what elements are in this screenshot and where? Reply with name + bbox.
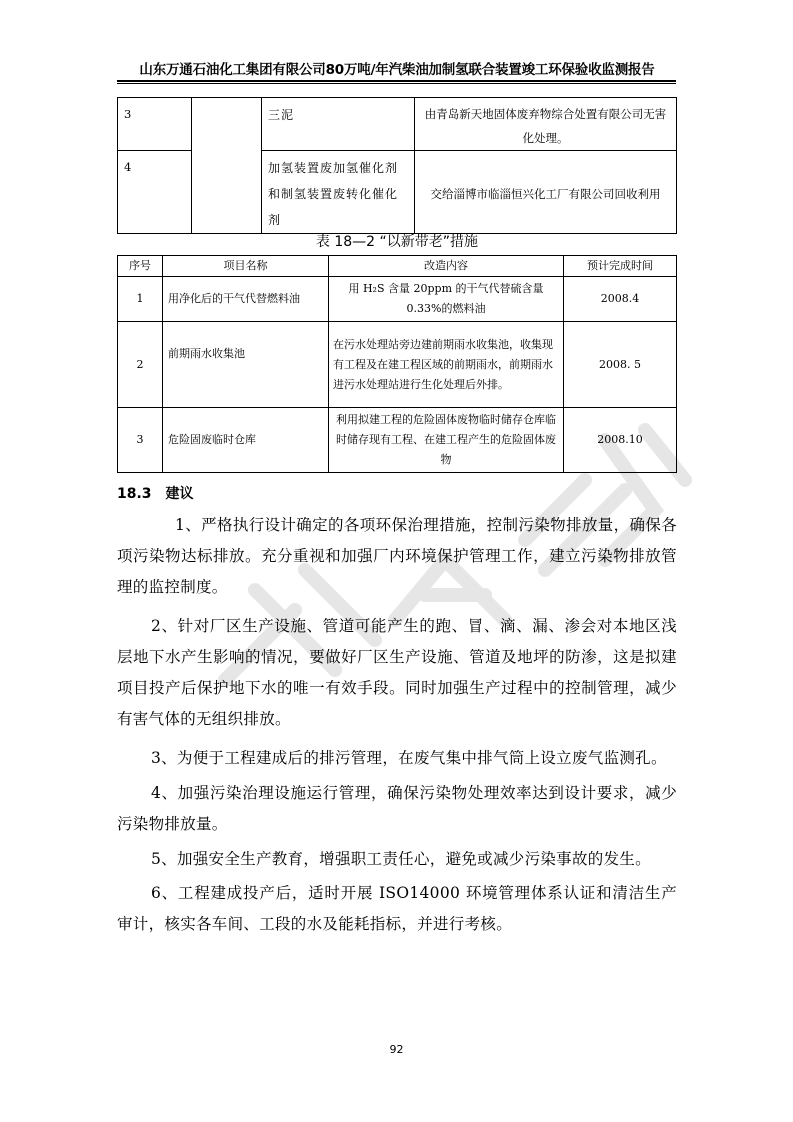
header-rule-thin bbox=[117, 83, 676, 84]
modification-content: 用 H₂S 含量 20ppm 的干气代替硫含量 0.33%的燃料油 bbox=[329, 277, 564, 322]
section-heading bbox=[117, 483, 194, 503]
column-header: 项目名称 bbox=[163, 256, 329, 277]
table-row bbox=[118, 408, 677, 473]
page-number: 92 bbox=[389, 1043, 404, 1056]
disposal-measure: 由青岛新天地固体废弃物综合处置有限公司无害化处理。 bbox=[415, 98, 677, 151]
table-row bbox=[118, 277, 677, 322]
header-rule bbox=[117, 80, 676, 82]
section-number: 18.3 bbox=[117, 486, 152, 502]
waste-name: 加氢装置废加氢催化剂和制氢装置废转化催化剂 bbox=[262, 151, 415, 234]
section-title: 建议 bbox=[165, 486, 194, 502]
project-name: 用净化后的干气代替燃料油 bbox=[163, 277, 329, 322]
column-header: 预计完成时间 bbox=[564, 256, 677, 277]
waste-name: 三泥 bbox=[262, 98, 415, 151]
completion-date: 2008.4 bbox=[564, 277, 677, 322]
paragraph: 1、严格执行设计确定的各项环保治理措施，控制污染物排放量，确保各项污染物达标排放。充分重视和加强厂内环境保护管理工作，建立污染物排放管理的监控制度。 bbox=[117, 516, 677, 596]
paragraph: 5、加强安全生产教育，增强职工责任心，避免或减少污染事故的发生。 bbox=[151, 850, 651, 868]
waste-disposal-table bbox=[117, 97, 677, 234]
row-number: 2 bbox=[118, 322, 163, 408]
completion-date: 2008. 5 bbox=[564, 322, 677, 408]
completion-date: 2008.10 bbox=[564, 408, 677, 473]
paragraph: 2、针对厂区生产设施、管道可能产生的跑、冒、滴、漏、渗会对本地区浅层地下水产生影响的情况，要做好厂区生产设施、管道及地坪的防渗，这是拟建项目投产后保护地下水的唯一有效手段。同时加强生产过程中的控制管理，减少有害气体的无组织排放。 bbox=[117, 617, 677, 728]
modification-content: 在污水处理站旁边建前期雨水收集池，收集现有工程及在建工程区域的前期雨水，前期雨水进污水处理站进行生化处理后外排。 bbox=[329, 322, 564, 408]
column-header: 改造内容 bbox=[329, 256, 564, 277]
disposal-measure: 交给淄博市临淄恒兴化工厂有限公司回收利用 bbox=[415, 151, 677, 234]
table-caption: 表 18—2 “以新带老”措施 bbox=[315, 234, 479, 250]
table-row bbox=[118, 322, 677, 408]
page-header: 山东万通石油化工集团有限公司80万吨/年汽柴油加制氢联合装置竣工环保验收监测报告 bbox=[139, 62, 655, 78]
row-number: 3 bbox=[118, 98, 192, 151]
table-row bbox=[118, 98, 677, 151]
measures-table bbox=[117, 255, 677, 473]
row-number: 3 bbox=[118, 408, 163, 473]
paragraph: 3、为便于工程建成后的排污管理，在废气集中排气筒上设立废气监测孔。 bbox=[151, 749, 667, 767]
project-name: 危险固废临时仓库 bbox=[163, 408, 329, 473]
modification-content: 利用拟建工程的危险固体废物临时储存仓库临时储存现有工程、在建工程产生的危险固体废物 bbox=[329, 408, 564, 473]
merged-category-cell bbox=[192, 98, 262, 234]
table-header-row bbox=[118, 256, 677, 277]
paragraph: 4、加强污染治理设施运行管理，确保污染物处理效率达到设计要求，减少污染物排放量。 bbox=[117, 784, 677, 833]
column-header: 序号 bbox=[118, 256, 163, 277]
paragraph: 6、工程建成投产后，适时开展 ISO14000 环境管理体系认证和清洁生产审计，核实各车间、工段的水及能耗指标，并进行考核。 bbox=[117, 884, 677, 933]
row-number: 1 bbox=[118, 277, 163, 322]
project-name: 前期雨水收集池 bbox=[163, 322, 329, 408]
row-number: 4 bbox=[118, 151, 192, 234]
